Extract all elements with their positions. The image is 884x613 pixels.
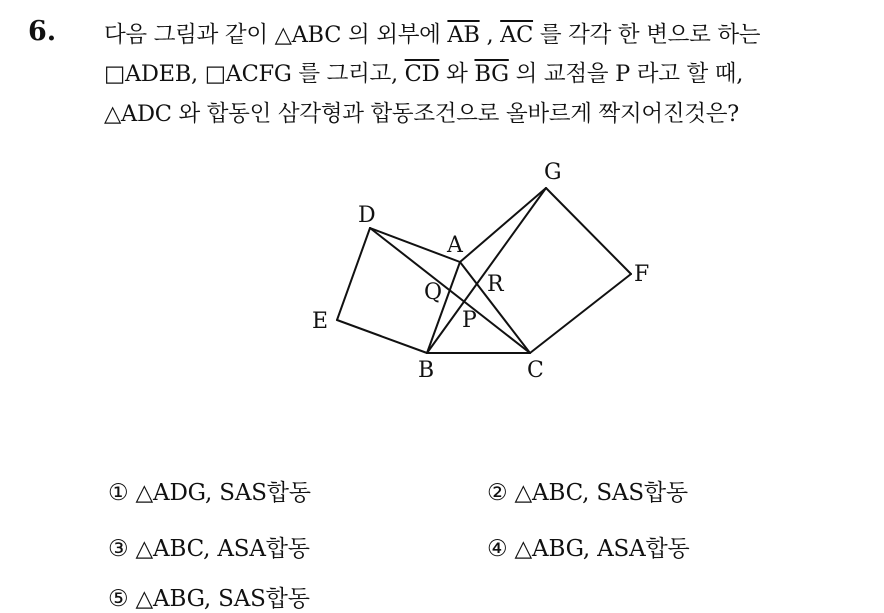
edge-g-f (546, 188, 631, 274)
question-line-2-pre: □ADEB, □ACFG 를 그리고, (104, 61, 405, 87)
label-c: C (527, 358, 544, 383)
label-d: D (358, 203, 376, 228)
geometry-diagram (300, 150, 680, 390)
question-line-1-pre: 다음 그림과 같이 △ABC 의 외부에 (104, 22, 448, 48)
question-line-3: △ADC 와 합동인 삼각형과 합동조건으로 올바르게 짝지어진것은? (104, 101, 739, 127)
choice-1[interactable] (108, 474, 311, 507)
label-p: P (462, 308, 477, 333)
label-b: B (418, 358, 435, 383)
question-line-2-post: 의 교점을 P 라고 할 때, (508, 61, 744, 87)
question-line-2 (104, 56, 743, 88)
choice-5-text: △ABG, SAS합동 (135, 586, 310, 612)
edge-a-g (460, 188, 546, 262)
choice-2[interactable] (487, 474, 688, 507)
question-line-1-mid: , (479, 22, 501, 48)
choice-1-number: ① (108, 480, 129, 506)
choice-5-number: ⑤ (108, 586, 129, 612)
label-e: E (312, 309, 329, 334)
label-a: A (447, 233, 463, 258)
segment-cd: $\overline{CD}$ (404, 61, 440, 87)
label-f: F (634, 262, 650, 287)
question-number: 6. (28, 16, 57, 47)
label-r: R (487, 272, 504, 297)
geometry-figure (300, 150, 680, 390)
choice-2-number: ② (487, 480, 508, 506)
choice-3-number: ③ (108, 536, 129, 562)
question-line-2-mid: 와 (439, 61, 475, 87)
choice-2-text: △ABC, SAS합동 (514, 480, 688, 506)
choice-1-text: △ADG, SAS합동 (135, 480, 311, 506)
choice-3-text: △ABC, ASA합동 (135, 536, 310, 562)
segment-ac: $\overline{AC}$ (500, 22, 534, 48)
edge-e-b (337, 320, 427, 353)
question-line-1 (104, 17, 760, 49)
choice-3[interactable] (108, 530, 310, 563)
label-q: Q (424, 280, 443, 305)
question-line-1-post: 를 각각 한 변으로 하는 (533, 22, 761, 48)
segment-b-g (427, 188, 546, 353)
edge-d-e (337, 228, 370, 320)
choice-4-number: ④ (487, 536, 508, 562)
choice-4-text: △ABG, ASA합동 (514, 536, 690, 562)
segment-bg: $\overline{BG}$ (474, 61, 509, 87)
choice-4[interactable] (487, 530, 690, 563)
label-g: G (544, 160, 562, 185)
edge-f-c (530, 274, 631, 353)
segment-ab: $\overline{AB}$ (447, 22, 480, 48)
choice-5[interactable] (108, 580, 310, 613)
